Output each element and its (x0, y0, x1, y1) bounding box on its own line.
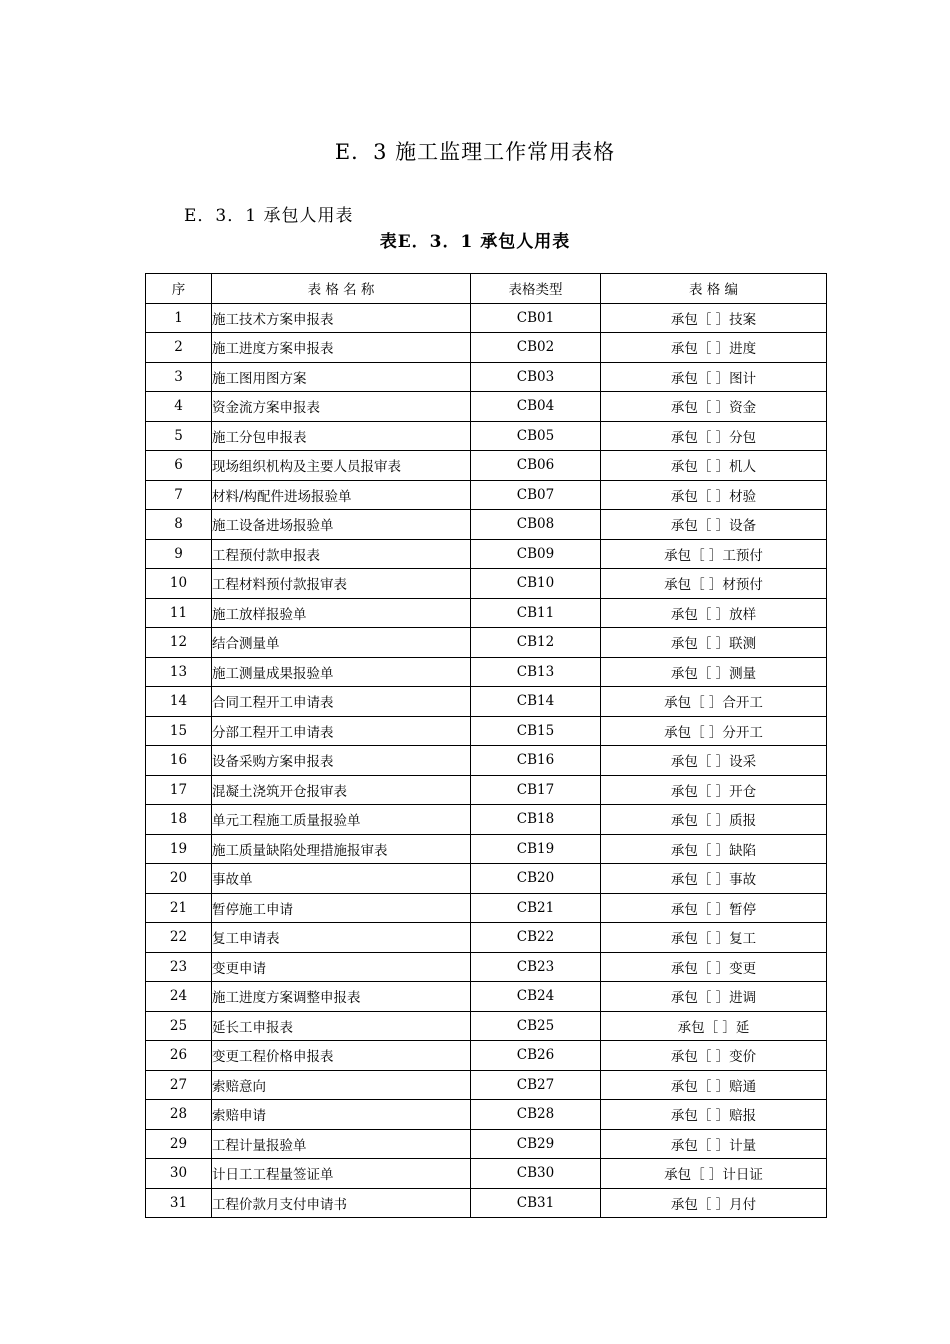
form-code-cell: 承包［ ］缺陷 (601, 834, 827, 864)
form-code-cell: 承包［ ］月付 (601, 1188, 827, 1218)
form-name-cell: 分部工程开工申请表 (212, 716, 471, 746)
form-code-cell: 承包［ ］机人 (601, 451, 827, 481)
table-row (146, 451, 827, 481)
table-row (146, 687, 827, 717)
form-name-cell: 设备采购方案申报表 (212, 746, 471, 776)
form-type-cell: CB31 (471, 1188, 601, 1218)
table-row (146, 1100, 827, 1130)
contractor-forms-table (145, 273, 827, 1218)
form-type-cell: CB20 (471, 864, 601, 894)
form-code-cell: 承包［ ］事故 (601, 864, 827, 894)
form-name-cell: 工程计量报验单 (212, 1129, 471, 1159)
table-row (146, 775, 827, 805)
form-code-cell: 承包［ ］技案 (601, 303, 827, 333)
row-number-cell: 19 (146, 834, 212, 864)
table-row (146, 893, 827, 923)
table-row (146, 982, 827, 1012)
form-name-cell: 施工质量缺陷处理措施报审表 (212, 834, 471, 864)
form-type-cell: CB02 (471, 333, 601, 363)
table-row (146, 657, 827, 687)
form-code-cell: 承包［ ］质报 (601, 805, 827, 835)
form-name-cell: 变更申请 (212, 952, 471, 982)
form-code-cell: 承包［ ］材验 (601, 480, 827, 510)
table-row (146, 864, 827, 894)
form-type-cell: CB28 (471, 1100, 601, 1130)
table-caption: 表E．3．1 承包人用表 (379, 232, 571, 252)
form-name-cell: 施工测量成果报验单 (212, 657, 471, 687)
form-code-cell: 承包［ ］变更 (601, 952, 827, 982)
table-row (146, 392, 827, 422)
form-code-cell: 承包［ ］计量 (601, 1129, 827, 1159)
form-type-cell: CB09 (471, 539, 601, 569)
form-type-cell: CB19 (471, 834, 601, 864)
table-row (146, 1129, 827, 1159)
form-type-cell: CB08 (471, 510, 601, 540)
row-number-cell: 17 (146, 775, 212, 805)
form-type-cell: CB04 (471, 392, 601, 422)
form-type-cell: CB26 (471, 1041, 601, 1071)
form-type-cell: CB15 (471, 716, 601, 746)
row-number-cell: 6 (146, 451, 212, 481)
form-code-cell: 承包［ ］赔通 (601, 1070, 827, 1100)
row-number-cell: 30 (146, 1159, 212, 1189)
form-name-cell: 施工技术方案申报表 (212, 303, 471, 333)
form-name-cell: 混凝土浇筑开仓报审表 (212, 775, 471, 805)
row-number-cell: 8 (146, 510, 212, 540)
form-type-cell: CB23 (471, 952, 601, 982)
header-cell-type: 表格类型 (471, 274, 601, 304)
form-code-cell: 承包［ ］放样 (601, 598, 827, 628)
form-type-cell: CB24 (471, 982, 601, 1012)
form-type-cell: CB12 (471, 628, 601, 658)
table-row (146, 1188, 827, 1218)
form-type-cell: CB14 (471, 687, 601, 717)
row-number-cell: 10 (146, 569, 212, 599)
row-number-cell: 14 (146, 687, 212, 717)
table-row (146, 480, 827, 510)
row-number-cell: 11 (146, 598, 212, 628)
page-title: E．3 施工监理工作常用表格 (334, 140, 616, 164)
table-row (146, 333, 827, 363)
table-header-row (146, 274, 827, 304)
table-row (146, 303, 827, 333)
table-row (146, 1159, 827, 1189)
form-name-cell: 现场组织机构及主要人员报审表 (212, 451, 471, 481)
row-number-cell: 5 (146, 421, 212, 451)
row-number-cell: 16 (146, 746, 212, 776)
row-number-cell: 2 (146, 333, 212, 363)
form-code-cell: 承包［ ］设采 (601, 746, 827, 776)
row-number-cell: 20 (146, 864, 212, 894)
row-number-cell: 25 (146, 1011, 212, 1041)
row-number-cell: 15 (146, 716, 212, 746)
form-type-cell: CB17 (471, 775, 601, 805)
table-row (146, 805, 827, 835)
form-code-cell: 承包［ ］分包 (601, 421, 827, 451)
row-number-cell: 18 (146, 805, 212, 835)
table-row (146, 598, 827, 628)
form-type-cell: CB11 (471, 598, 601, 628)
header-cell-name: 表 格 名 称 (212, 274, 471, 304)
table-row (146, 569, 827, 599)
form-code-cell: 承包［ ］分开工 (601, 716, 827, 746)
form-type-cell: CB01 (471, 303, 601, 333)
form-name-cell: 索赔意向 (212, 1070, 471, 1100)
row-number-cell: 28 (146, 1100, 212, 1130)
section-heading: E．3．1 承包人用表 (184, 206, 354, 226)
header-cell-no: 序 (146, 274, 212, 304)
table-row (146, 362, 827, 392)
form-code-cell: 承包［ ］资金 (601, 392, 827, 422)
form-type-cell: CB16 (471, 746, 601, 776)
row-number-cell: 27 (146, 1070, 212, 1100)
form-code-cell: 承包［ ］合开工 (601, 687, 827, 717)
table-row (146, 1041, 827, 1071)
form-code-cell: 承包［ ］复工 (601, 923, 827, 953)
table-row (146, 746, 827, 776)
row-number-cell: 26 (146, 1041, 212, 1071)
row-number-cell: 3 (146, 362, 212, 392)
form-name-cell: 施工设备进场报验单 (212, 510, 471, 540)
form-name-cell: 资金流方案申报表 (212, 392, 471, 422)
form-type-cell: CB30 (471, 1159, 601, 1189)
form-code-cell: 承包［ ］赔报 (601, 1100, 827, 1130)
form-type-cell: CB10 (471, 569, 601, 599)
form-name-cell: 变更工程价格申报表 (212, 1041, 471, 1071)
table-row (146, 1011, 827, 1041)
table-row (146, 923, 827, 953)
form-name-cell: 复工申请表 (212, 923, 471, 953)
form-name-cell: 结合测量单 (212, 628, 471, 658)
form-name-cell: 施工进度方案申报表 (212, 333, 471, 363)
form-code-cell: 承包［ ］进调 (601, 982, 827, 1012)
row-number-cell: 31 (146, 1188, 212, 1218)
table-row (146, 510, 827, 540)
form-code-cell: 承包［ ］暂停 (601, 893, 827, 923)
form-name-cell: 工程材料预付款报审表 (212, 569, 471, 599)
form-type-cell: CB29 (471, 1129, 601, 1159)
form-code-cell: 承包［ ］工预付 (601, 539, 827, 569)
form-code-cell: 承包［ ］图计 (601, 362, 827, 392)
form-code-cell: 承包［ ］联测 (601, 628, 827, 658)
form-name-cell: 施工进度方案调整申报表 (212, 982, 471, 1012)
form-code-cell: 承包［ ］设备 (601, 510, 827, 540)
table-row (146, 952, 827, 982)
form-name-cell: 材料/构配件进场报验单 (212, 480, 471, 510)
row-number-cell: 13 (146, 657, 212, 687)
form-type-cell: CB07 (471, 480, 601, 510)
form-type-cell: CB18 (471, 805, 601, 835)
form-name-cell: 施工图用图方案 (212, 362, 471, 392)
form-name-cell: 施工放样报验单 (212, 598, 471, 628)
form-name-cell: 索赔申请 (212, 1100, 471, 1130)
table-row (146, 628, 827, 658)
table-row (146, 539, 827, 569)
row-number-cell: 21 (146, 893, 212, 923)
form-code-cell: 承包［ ］延 (601, 1011, 827, 1041)
form-name-cell: 暂停施工申请 (212, 893, 471, 923)
form-code-cell: 承包［ ］变价 (601, 1041, 827, 1071)
form-type-cell: CB05 (471, 421, 601, 451)
row-number-cell: 29 (146, 1129, 212, 1159)
form-type-cell: CB25 (471, 1011, 601, 1041)
form-code-cell: 承包［ ］计日证 (601, 1159, 827, 1189)
form-name-cell: 计日工工程量签证单 (212, 1159, 471, 1189)
form-type-cell: CB27 (471, 1070, 601, 1100)
row-number-cell: 7 (146, 480, 212, 510)
form-name-cell: 事故单 (212, 864, 471, 894)
header-cell-code: 表 格 编 (601, 274, 827, 304)
form-name-cell: 工程预付款申报表 (212, 539, 471, 569)
form-name-cell: 施工分包申报表 (212, 421, 471, 451)
form-code-cell: 承包［ ］进度 (601, 333, 827, 363)
form-name-cell: 延长工申报表 (212, 1011, 471, 1041)
row-number-cell: 9 (146, 539, 212, 569)
row-number-cell: 23 (146, 952, 212, 982)
form-type-cell: CB06 (471, 451, 601, 481)
form-code-cell: 承包［ ］开仓 (601, 775, 827, 805)
form-code-cell: 承包［ ］材预付 (601, 569, 827, 599)
row-number-cell: 22 (146, 923, 212, 953)
table-row (146, 716, 827, 746)
row-number-cell: 1 (146, 303, 212, 333)
table-row (146, 421, 827, 451)
form-name-cell: 工程价款月支付申请书 (212, 1188, 471, 1218)
form-type-cell: CB13 (471, 657, 601, 687)
row-number-cell: 12 (146, 628, 212, 658)
form-name-cell: 单元工程施工质量报验单 (212, 805, 471, 835)
form-type-cell: CB21 (471, 893, 601, 923)
form-code-cell: 承包［ ］测量 (601, 657, 827, 687)
form-type-cell: CB03 (471, 362, 601, 392)
table-row (146, 834, 827, 864)
form-name-cell: 合同工程开工申请表 (212, 687, 471, 717)
table-row (146, 1070, 827, 1100)
row-number-cell: 24 (146, 982, 212, 1012)
row-number-cell: 4 (146, 392, 212, 422)
form-type-cell: CB22 (471, 923, 601, 953)
